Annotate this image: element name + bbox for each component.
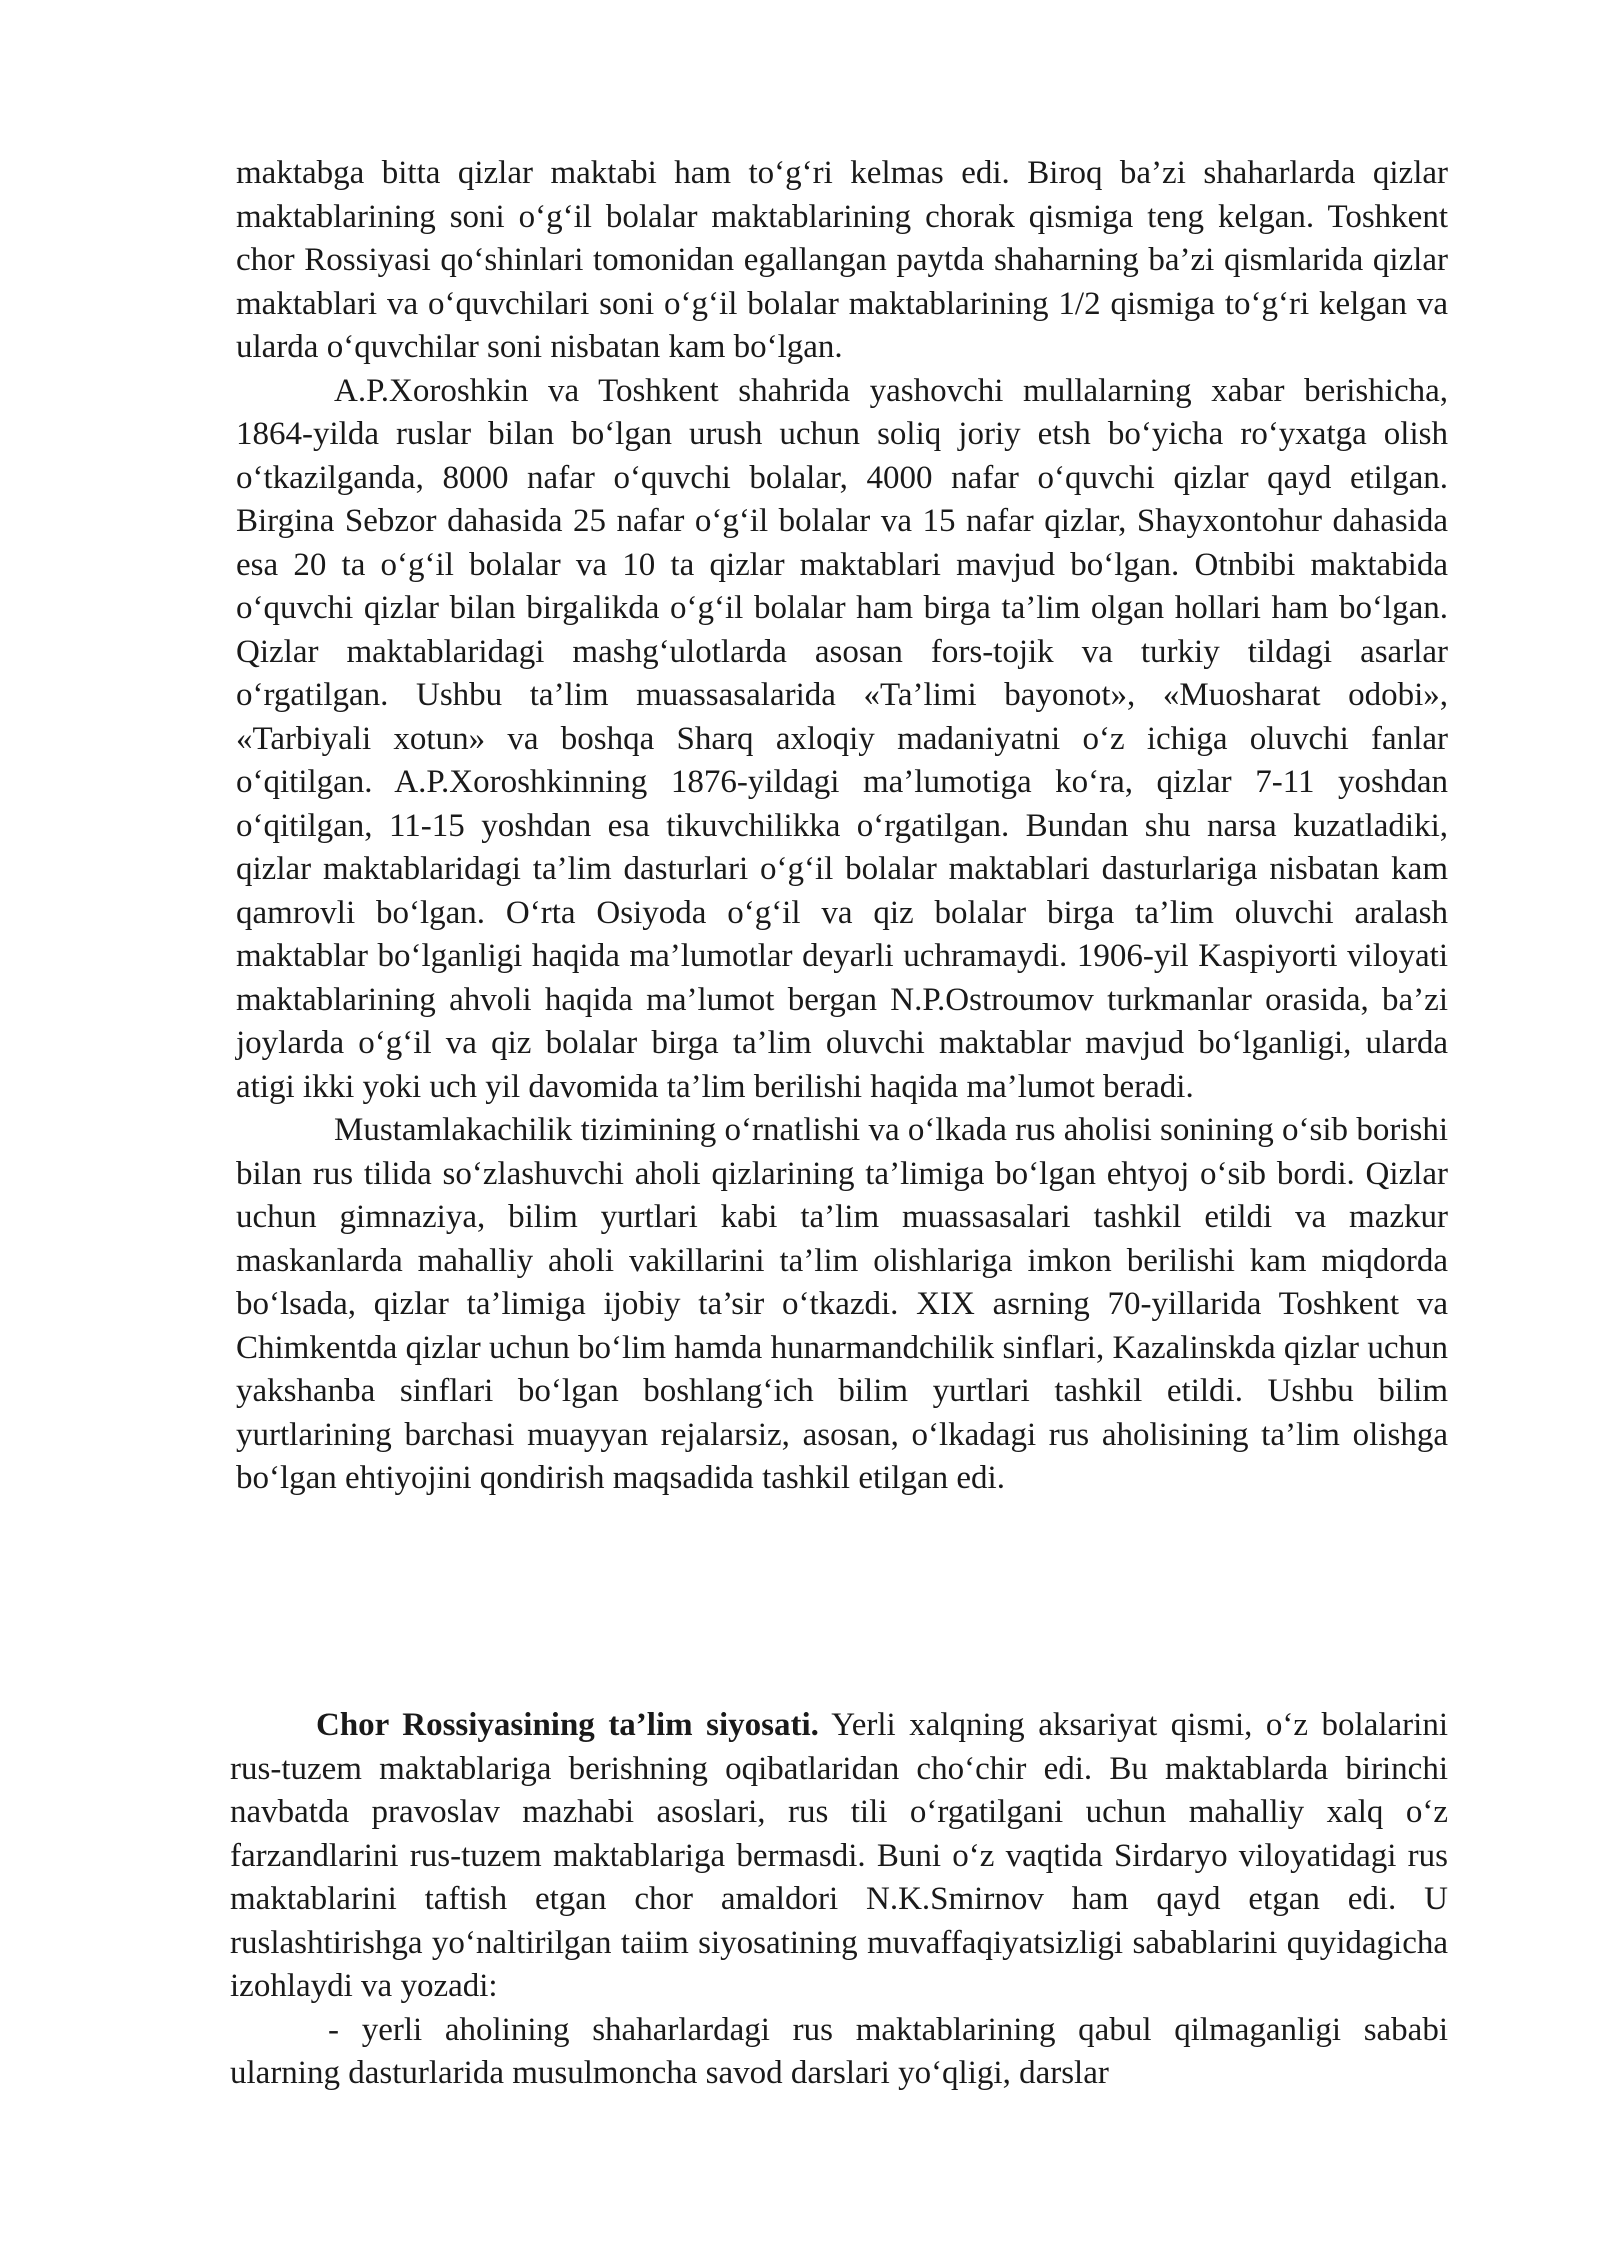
paragraph-5-dash-item: - yerli aholining shaharlardagi rus maktablarining qabul qilmaganligi sababi ularning dasturlarida musulmoncha savod darslari yo‘qligi, darslar (230, 2011, 1448, 2091)
body-text-lower (230, 1704, 1448, 2096)
paragraph-1: maktabga bitta qizlar maktabi ham to‘g‘ri kelmas edi. Biroq ba’zi shaharlarda qizlar maktablarining soni o‘g‘il bolalar maktablarining chorak qismiga teng kelgan. Toshkent chor Rossiyasi qo‘shinlari tomonidan egallangan paytda shaharning ba’zi qismlarida qizlar maktablari va o‘quvchilari soni o‘g‘il bolalar maktablarining 1/2 qismiga to‘g‘ri kelgan va ularda o‘quvchilar soni nisbatan kam bo‘lgan. (236, 155, 1448, 365)
paragraph-4-text: Yerli xalqning aksariyat qismi, o‘z bolalarini rus-tuzem maktablariga berishning oqibatlaridan cho‘chir edi. Bu maktablarda birinchi navbatda pravoslav mazhabi asoslari, rus tili o‘rgatilgani uchun mahalliy xalq o‘z farzandlarini rus-tuzem maktablariga bermasdi. Buni o‘z vaqtida Sirdaryo viloyatidagi rus maktablarini taftish etgan chor amaldori N.K.Smirnov ham qayd etgan edi. U ruslashtirishga yo‘naltirilgan taiim siyosatining muvaffaqiyatsizligi sabablarini quyidagicha izohlaydi va yozadi: (230, 1707, 1449, 2004)
paragraph-3: Mustamlakachilik tizimining o‘rnatlishi va o‘lkada rus aholisi sonining o‘sib borishi bilan rus tilida so‘zlashuvchi aholi qizlarining ta’limiga bo‘lgan ehtyoj o‘sib bordi. Qizlar uchun gimnaziya, bilim yurtlari kabi ta’lim muassasalari tashkil etildi va mazkur maskanlarda mahalliy aholi vakillarini ta’lim olishlariga imkon berilishi kam miqdorda bo‘lsada, qizlar ta’limiga ijobiy ta’sir o‘tkazdi. XIX asrning 70-yillarida Toshkent va Chimkentda qizlar uchun bo‘lim hamda hunarmandchilik sinflari, Kazalinskda qizlar uchun yakshanba sinflari bo‘lgan boshlang‘ich bilim yurtlari tashkil etildi. Ushbu bilim yurtlarining barchasi muayyan rejalarsiz, asosan, o‘lkadagi rus aholisining ta’lim olishga bo‘lgan ehtiyojini qondirish maqsadida tashkil etilgan edi. (236, 1112, 1448, 1496)
body-text-upper (236, 152, 1448, 1501)
paragraph-4 (230, 1704, 1448, 2009)
paragraph-2: A.P.Xoroshkin va Toshkent shahrida yashovchi mullalarning xabar berishicha, 1864-yilda ruslar bilan bo‘lgan urush uchun soliq joriy etsh bo‘yicha ro‘yxatga olish o‘tkazilganda, 8000 nafar o‘quvchi bolalar, 4000 nafar o‘quvchi qizlar qayd etilgan. Birgina Sebzor dahasida 25 nafar o‘g‘il bolalar va 15 nafar qizlar, Shayxontohur dahasida esa 20 ta o‘g‘il bolalar va 10 ta qizlar maktablari mavjud bo‘lgan. Otnbibi maktabida o‘quvchi qizlar bilan birgalikda o‘g‘il bolalar ham birga ta’lim olgan hollari ham bo‘lgan. Qizlar maktablaridagi mashg‘ulotlarda asosan fors-tojik va turkiy tildagi asarlar o‘rgatilgan. Ushbu ta’lim muassasalarida «Ta’limi bayonot», «Muosharat odobi», «Tarbiyali xotun» va boshqa Sharq axloqiy madaniyatni o‘z ichiga oluvchi fanlar o‘qitilgan. A.P.Xoroshkinning 1876-yildagi ma’lumotiga ko‘ra, qizlar 7-11 yoshdan o‘qitilgan, 11-15 yoshdan esa tikuvchilikka o‘rgatilgan. Bundan shu narsa kuzatladiki, qizlar maktablaridagi ta’lim dasturlari o‘g‘il bolalar maktablari dasturlariga nisbatan kam qamrovli bo‘lgan. O‘rta Osiyoda o‘g‘il va qiz bolalar birga ta’lim oluvchi aralash maktablar bo‘lganligi haqida ma’lumotlar deyarli uchramaydi. 1906-yil Kaspiyorti viloyati maktablarining ahvoli haqida ma’lumot bergan N.P.Ostroumov turkmanlar orasida, ba’zi joylarda o‘g‘il va qiz bolalar birga ta’lim oluvchi maktablar mavjud bo‘lganligi, ularda atigi ikki yoki uch yil davomida ta’lim berilishi haqida ma’lumot beradi. (236, 372, 1448, 1105)
section-heading: Chor Rossiyasining ta’lim siyosati. (316, 1707, 819, 1743)
